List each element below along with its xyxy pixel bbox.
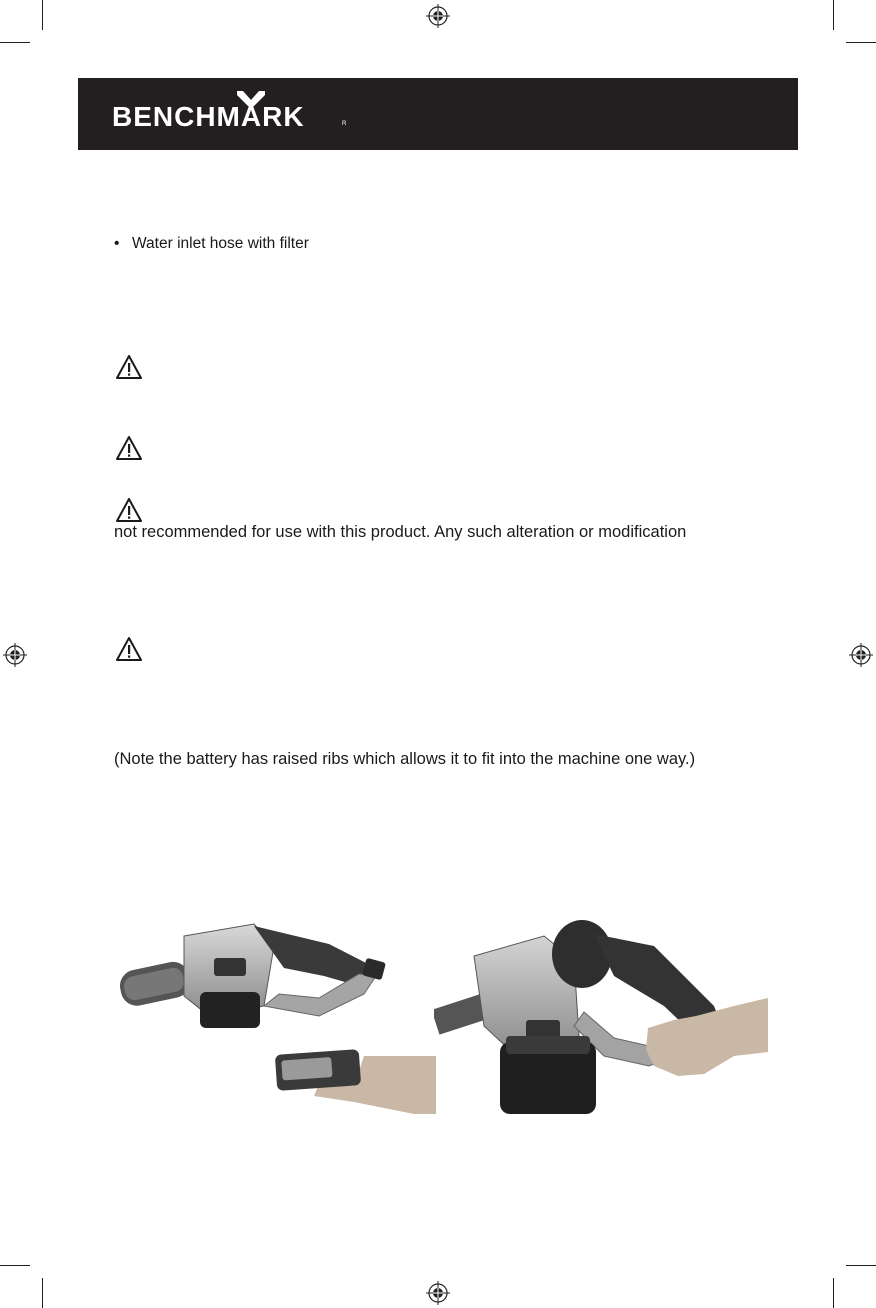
list-item [114, 235, 309, 253]
battery-inserted-photo [434, 916, 768, 1114]
registration-mark-icon [849, 643, 873, 667]
battery-removal-photo [114, 916, 436, 1114]
crop-mark-bottom-left-v [42, 1278, 43, 1308]
crop-mark-top-right-h [846, 42, 876, 43]
brand-header [78, 78, 798, 150]
crop-mark-bottom-right-h [846, 1265, 876, 1266]
warning-triangle-icon [115, 435, 143, 461]
crop-mark-bottom-right-v [833, 1278, 834, 1308]
warning-triangle-icon [115, 636, 143, 662]
registration-mark-icon [3, 643, 27, 667]
warning-triangle-icon [115, 497, 143, 523]
brand-logo [112, 91, 352, 137]
crop-mark-bottom-left-h [0, 1265, 30, 1266]
list-item-text: Water inlet hose with filter [132, 235, 309, 252]
crop-mark-top-left-v [42, 0, 43, 30]
modification-warning-text: not recommended for use with this product. Any such alteration or modification [114, 523, 687, 541]
registration-mark-icon [426, 4, 450, 28]
crop-mark-top-right-v [833, 0, 834, 30]
registration-mark-icon [426, 1281, 450, 1305]
brand-reg-mark: R [342, 121, 347, 127]
warning-triangle-icon [115, 354, 143, 380]
bullet-dot: • [114, 235, 120, 252]
crop-mark-top-left-h [0, 42, 30, 43]
battery-note-text: (Note the battery has raised ribs which allows it to fit into the machine one way.) [114, 750, 696, 768]
brand-name: BENCHMARK [112, 101, 305, 132]
